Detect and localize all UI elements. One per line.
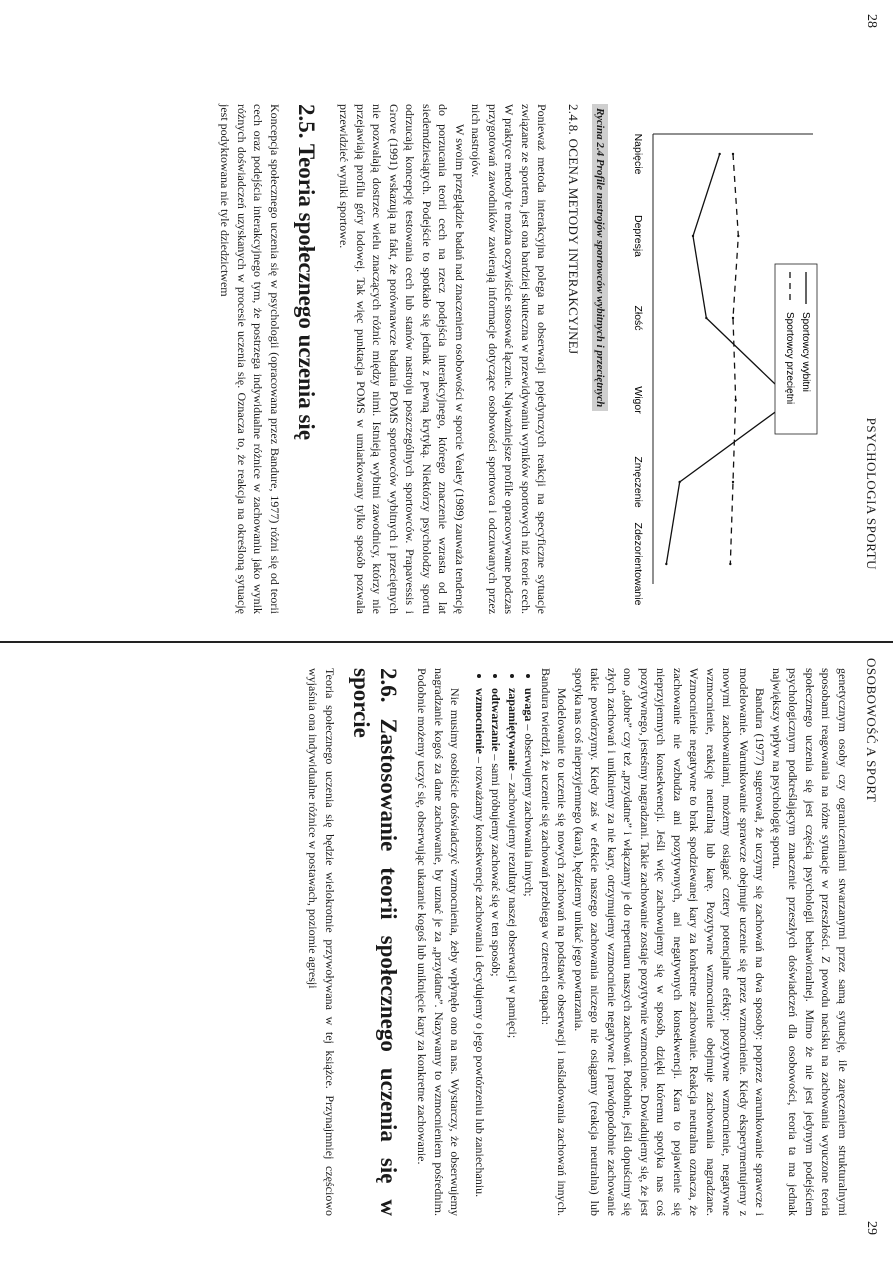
paragraph: genetycznym osoby czy ograniczeniami stwarzanymi przez samą sytuację, ile zaręczeniem strukturalnymi sposobami reagowania na różne sytuacje w przeszłości. Z powodu nacisku na zachowania wyuczone teoria społecznego uczenia się jest częścią psychologii behawioralnej. Mimo że nie jest jedynym podejściem psychologicznym podkreślającym znaczenie przeszłych doświadczeń dla osobowości, teoria ta ma jednak największy wpływ na psychologię sportu.	[770, 668, 850, 1216]
x-tick-label: Zdezorientowanie	[632, 522, 644, 606]
x-tick-label: Napięcie	[632, 133, 644, 175]
data-point	[678, 481, 680, 483]
section-heading-248: 2.4.8. OCENA METODY INTERAKCYJNEJ	[566, 104, 581, 355]
data-point	[737, 235, 739, 237]
figure-caption: Rycina 2.4 Profile nastrojów sportowców wybitnych i przeciętnych	[592, 104, 609, 411]
modeling-stages-list	[472, 668, 538, 1216]
series-line-przecietni	[730, 154, 738, 564]
data-point	[732, 481, 734, 483]
mood-profile-figure	[588, 104, 833, 614]
running-head: OSOBOWOŚĆ A SPORT	[864, 658, 879, 803]
data-point	[718, 153, 720, 155]
paragraph: Teoria społecznego uczenia się będzie wielokrotnie przywoływana w tej książce. Przynajmniej częściowo wyjaśnia ona indywidualne różnice w postawach, poziomie agresji	[306, 668, 337, 1216]
page-number: 29	[864, 1221, 879, 1235]
chart-legend	[775, 264, 817, 434]
data-point	[665, 563, 667, 565]
section-heading-25: 2.5. Teoria społecznego uczenia się	[294, 104, 319, 441]
legend-label: Sportowcy przeciętni	[784, 312, 795, 405]
paragraph: W swoim przeglądzie badań nad znaczeniem osobowości w sporcie Vealey (1989) zauważa tendencję do porzucania teorii cech na rzecz podejścia interakcyjnego, którego znaczenie wzrasta od lat siedemdziesiątych. Podejście to spotkało się jednak z pewną krytyką. Niektórzy psycholodzy sportu odrzucają koncepcję testowania cech lub stanów nastroju poszczególnych sportowców. Prapavessis i Grove (1991) wskazują na fakt, że porównawcze badania POMS sportowców wybitnych i przeciętnych nie pozwalają dostrzec wielu znaczących różnic między nimi. Istnieją wybitni zawodnicy, którzy nie przejawiają profilu góry lodowej. Tak więc punktacja POMS w umiarkowany tylko sposób pozwala przewidzieć wyniki sportowe.	[337, 104, 467, 614]
list-item: • uwaga – obserwujemy zachowania innych;	[521, 688, 538, 1216]
list-item: • wzmocnienie – rozważamy konsekwencje zachowania i decydujemy o jego powtórzeniu lub zaniechaniu.	[472, 688, 489, 1216]
mood-profile-chart	[618, 104, 833, 614]
paragraph: Bandura (1977) sugerował, że uczymy się zachowań na dwa sposoby: poprzez warunkowanie sprawcze i modelowanie. Warunkowanie sprawcze obejmuje uczenie się przez wzmocnienie. Kiedy eksperymentujemy z nowymi zachowaniami, możemy osiągać cztery potencjalne efekty: pozytywne wzmocnienie, negatywne wzmocnienie, reakcję neutralną lub karę. Pozytywne wzmocnienie obejmuje zachowania nagradzane. Wzmocnienie negatywne to brak spodziewanej kary za konkretne zachowanie. Reakcja neutralna oznacza, że zachowanie nie wzbudza ani pozytywnych, ani negatywnych konsekwencji. Kara to pojawienie się nieprzyjemnych konsekwencji. Jeśli więc zachowujemy się w sposób, dzięki któremu spotyka nas coś pozytywnego, jesteśmy nagradzani. Takie zachowanie zostaje pozytywnie wzmocnione. Dowiadujemy się, że jest ono „dobre” czy też „przydatne” i włączamy je do repertuaru naszych zachowań. Podobnie, jeśli dopuścimy się złych zachowań i unikniemy za nie kary, otrzymujemy wzmocnienie negatywne i prawdopodobnie zachowanie takie powtórzymy. Kiedy zaś w efekcie naszego zachowania niczego nie osiągamy (reakcja neutralna) lub spotyka nas coś nieprzyjemnego (kara), będziemy unikać jego powtarzania.	[572, 668, 768, 1216]
paragraph: Koncepcja społecznego uczenia się w psychologii (opracowana przez Bandure, 1977) różni się od teorii cech oraz podejścia interakcyjnego tym, że postrzega indywidualne różnice w zachowaniu jako wynik różnych doświadczeń uzyskanych w procesie uczenia się. Oznacza to, że reakcja na określoną sytuację jest podyktowana nie tyle dziedzictwem	[218, 104, 282, 614]
x-tick-label: Wigor	[632, 386, 644, 414]
data-point	[734, 399, 736, 401]
text-column	[217, 104, 581, 614]
page-29	[0, 640, 893, 1263]
data-point	[732, 317, 734, 319]
x-tick-label: Depresja	[632, 214, 644, 258]
series-line-wybitni	[666, 154, 791, 564]
section-heading-26: 2.6. Zastosowanie teorii społecznego uczenia się w sporcie	[349, 668, 401, 1216]
legend-label: Sportowcy wybitni	[800, 312, 811, 393]
paragraph: Modelowanie to uczenie się nowych zachowań na podstawie obserwacji i naśladowania zachowań innych. Bandura twierdził, że uczenie się zachowań przebiega w czterech etapach:	[539, 668, 570, 1216]
page-number: 28	[864, 14, 879, 28]
data-point	[732, 153, 734, 155]
list-item: • zapamiętywanie – zachowujemy rezultaty naszej obserwacji w pamięci;	[505, 688, 522, 1216]
data-point	[692, 235, 694, 237]
x-tick-label: Zmęczenie	[632, 456, 644, 508]
data-point	[705, 317, 707, 319]
x-tick-label: Złość	[632, 305, 644, 331]
running-head: PSYCHOLOGIA SPORTU	[864, 417, 879, 570]
text-column	[305, 668, 851, 1216]
paragraph: Nie musimy osobiście doświadczyć wzmocnienia, żeby wpłynęło ono na nas. Wystarczy, że obserwujemy nagradzanie kogoś za dane zachowanie, by uznać je za „przydatne”. Nazywamy to wzmocnieniem pośrednim. Podobnie możemy uczyć się, obserwując ukaranie kogoś lub uniknięcie kary za konkretne zachowanie.	[415, 668, 463, 1216]
paragraph: Ponieważ metoda interakcyjna polega na obserwacji pojedynczych reakcji na specyficzne sytuacje związane ze sportem, jest ona bardziej skuteczna w przewidywaniu wyników sportowych niż teorie cech. W praktyce metody te można oczywiście stosować łącznie. Najważniejsze profile opracowywane podczas przygotowań zawodników zawierają informacje dotyczące osobowości sportowca i odczuwanych przez nich nastrojów.	[469, 104, 550, 614]
list-item: • odtwarzanie – sami próbujemy zachować się w ten sposób;	[488, 688, 505, 1216]
data-point	[729, 563, 731, 565]
